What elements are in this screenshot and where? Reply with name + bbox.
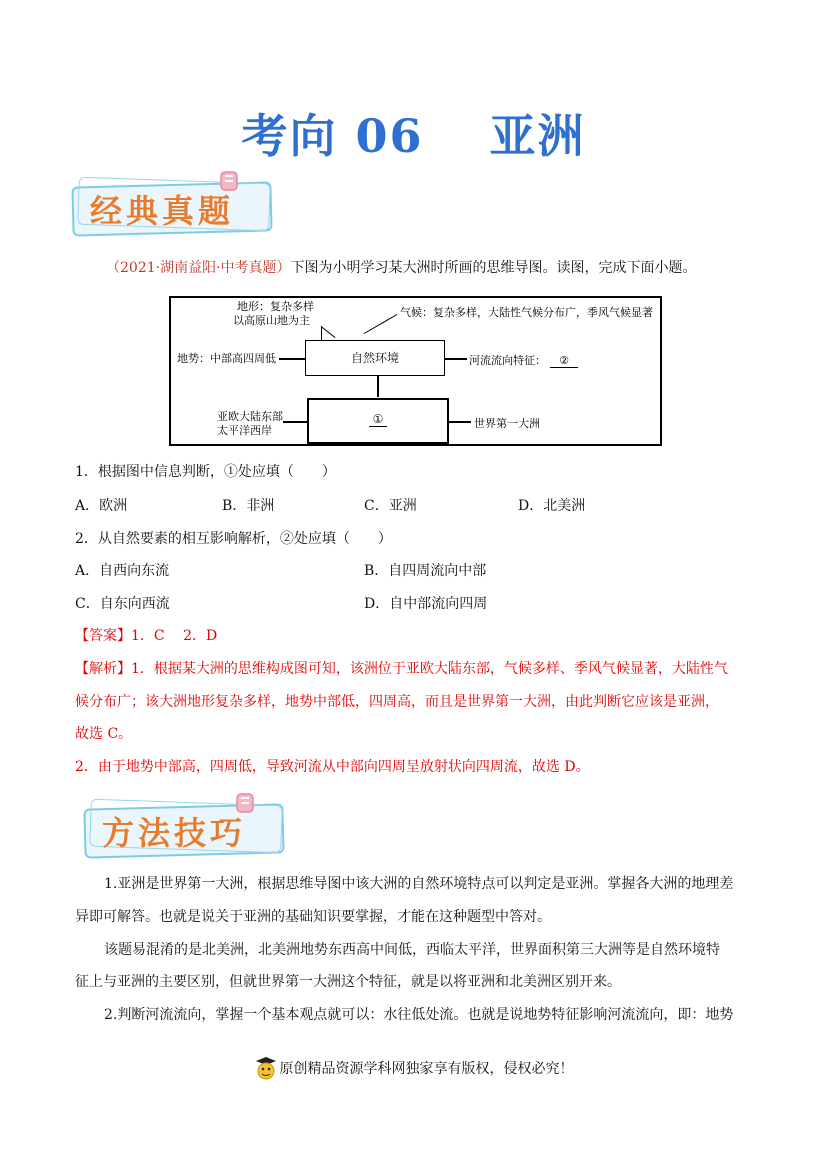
answer <box>75 626 217 646</box>
center-box: 自然环境 <box>305 340 445 376</box>
question-source: （2021·湖南益阳·中考真题） <box>106 260 291 276</box>
q1-option-a: A．欧洲 <box>75 498 128 514</box>
location-text: 亚欧大陆东部 <box>217 410 283 423</box>
river-text: 河流流向特征： ② <box>469 352 578 368</box>
analysis-line-2: 候分布广；该大洲地形复杂多样，地势中部低，四周高，而且是世界第一大洲，由此判断它应该是亚洲， <box>75 694 719 710</box>
section-label: 方法技巧 <box>102 814 247 852</box>
q2-option-b: B．自四周流向中部 <box>364 563 487 579</box>
answer-label: 【答案】 <box>75 628 131 644</box>
footer <box>0 1056 827 1082</box>
q1-option-b: B．非洲 <box>222 498 275 514</box>
q1-option-c: C．亚洲 <box>364 498 417 514</box>
analysis-line-3: 故选 C。 <box>75 726 133 742</box>
river-blank: ② <box>550 354 578 368</box>
largest-text: 世界第一大洲 <box>474 417 540 430</box>
terrain-text-2: 以高原山地为主 <box>233 314 310 327</box>
slope-text: 地势：中部高四周低 <box>177 352 276 365</box>
analysis-line-1: 1．根据某大洲的思维构成图可知，该洲位于亚欧大陆东部，气候多样、季风气候显著，大陆性气 <box>131 661 728 677</box>
q1-option-d: D．北美洲 <box>518 498 586 514</box>
page-title: 考向 06 亚洲 <box>241 109 586 163</box>
q2-option-d: D．自中部流向四周 <box>364 596 488 612</box>
analysis <box>75 659 765 679</box>
mind-map-diagram <box>169 296 662 446</box>
answer-box <box>307 398 449 444</box>
terrain-text: 地形：复杂多样 <box>237 300 314 313</box>
question-intro <box>106 258 786 278</box>
q2-stem: 2．从自然要素的相互影响解析，②处应填（ ） <box>75 531 392 547</box>
location-text-2: 太平洋西岸 <box>217 424 272 437</box>
bottom-blank: ① <box>369 412 388 427</box>
question-text: 下图为小明学习某大洲时所画的思维导图。读图，完成下面小题。 <box>290 260 697 276</box>
section-banner-method <box>84 798 284 856</box>
method-p3-line1: 2.判断河流流向，掌握一个基本观点就可以：水往低处流。也就是说地势特征影响河流流向，即：地势 <box>104 1007 734 1023</box>
q2-option-c: C．自东向西流 <box>75 596 170 612</box>
footer-text: 原创精品资源学科网独家享有版权，侵权必究！ <box>279 1061 574 1077</box>
q2-option-a: A．自西向东流 <box>75 563 170 579</box>
method-p2-line2: 征上与亚洲的主要区别，但就世界第一大洲这个特征，就是以将亚洲和北美洲区别开来。 <box>75 974 621 990</box>
q1-stem: 1．根据图中信息判断，①处应填（ ） <box>75 464 336 480</box>
mascot-icon <box>254 1056 278 1082</box>
method-p1-line1: 1.亚洲是世界第一大洲，根据思维导图中该大洲的自然环境特点可以判定是亚洲。掌握各大洲的地理差 <box>104 876 734 892</box>
section-banner-classic <box>72 176 272 234</box>
analysis-label: 【解析】 <box>75 661 131 677</box>
method-p1-line2: 异即可解答。也就是说关于亚洲的基础知识要掌握，才能在这种题型中答对。 <box>75 909 551 925</box>
answer-text: 1．C 2．D <box>131 628 218 644</box>
section-label: 经典真题 <box>90 192 235 230</box>
method-p2-line1: 该题易混淆的是北美洲，北美洲地势东西高中间低，西临太平洋，世界面积第三大洲等是自然环境特 <box>104 942 720 958</box>
climate-text: 气候：复杂多样，大陆性气候分布广，季风气候显著 <box>400 306 653 319</box>
analysis-line-4: 2．由于地势中部高，四周低，导致河流从中部向四周呈放射状向四周流，故选 D。 <box>75 759 590 775</box>
